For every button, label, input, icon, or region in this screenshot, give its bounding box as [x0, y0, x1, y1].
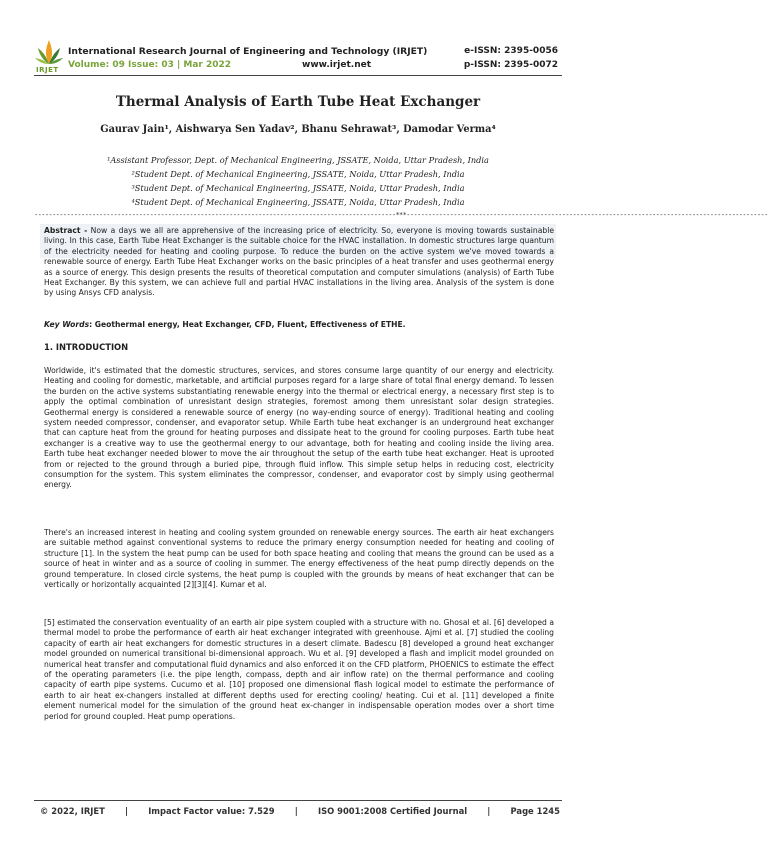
section-heading-introduction: 1. INTRODUCTION [44, 342, 129, 352]
footer-divider [34, 800, 562, 801]
keywords-text: : Geothermal energy, Heat Exchanger, CFD, Fluent, Effectiveness of ETHE. [89, 320, 406, 329]
page-footer [40, 806, 560, 816]
affiliation-4: ⁴Student Dept. of Mechanical Engineering, JSSATE, Noida, Uttar Pradesh, India [131, 197, 465, 207]
footer-sep-3: | [487, 806, 491, 816]
intro-paragraph-2: There's an increased interest in heating and cooling system grounded on renewable energy sources. The earth air heat exchangers are suitable method against conventional systems to reduce the primary energy consumption needed for heating and cooling of structure [1]. In the system the heat pump can be used for both space heating and cooling that means the ground can be used as a source of heat in winter and as a source of cooling in summer. The energy effectiveness of the heat pump directly depends on the ground temperature. In closed circle systems, the heat pump is coupled with the grounds by means of heat exchanger that can be vertically or horizontally acquainted [2][3][4]. Kumar et al. [44, 528, 554, 590]
footer-sep-2: | [294, 806, 298, 816]
pissn: p-ISSN: 2395-0072 [463, 60, 558, 70]
footer-sep-1: | [124, 806, 129, 816]
paper-title: Thermal Analysis of Earth Tube Heat Exchanger [115, 94, 481, 110]
abstract-label: Abstract - [44, 226, 88, 235]
journal-name: International Research Journal of Engineering and Technology (IRJET) [68, 46, 428, 57]
footer-page-number: Page 1245 [510, 806, 560, 816]
keywords-label: Key Words [44, 320, 90, 329]
intro-paragraph-1: Worldwide, it's estimated that the domestic structures, services, and stores consume large quantity of our energy and electricity. Heating and cooling for domestic, marketable, and artificial purposes regard for a large share of total final energy demand. To lessen the burden on the active systems substantiating renewable energy into the thermal or electrical energy, a necessary first step is to apply the optimal combination of unresistant design strategies, foremost among them unresistant solar design strategies. Geothermal energy is considered a renewable source of energy (no way-ending source of energy). Traditional heating and cooling system needed compressor, condenser, and evaporator setup. While Earth tube heat exchanger is an underground heat exchanger that can capture heat from the ground for heating purposes and dissipate heat to the ground for cooling purposes. Earth tube heat exchanger is a creative way to use the geothermal energy to our advantage, both for heating and cooling inside the living area. Earth tube heat exchanger needed blower to move the air throughout the setup of the earth tube heat exchanger. Heat is uprooted from or rejected to the ground through a buried pipe, through fluid inflow. This simple setup helps in reducing cost, electricity consumption for the system. This system eliminates the compressor, condenser, and evaporator cost by simply using geothermal energy. [44, 366, 554, 490]
header-divider [34, 75, 562, 76]
affiliation-1: ¹Assistant Professor, Dept. of Mechanical Engineering, JSSATE, Noida, Uttar Pradesh, India [107, 155, 489, 165]
abstract [44, 226, 554, 299]
footer-impact-factor: Impact Factor value: 7.529 [148, 806, 275, 816]
dash-right: ---------------------------------------------------------------------------------------------------- [406, 211, 768, 219]
intro-paragraph-3: [5] estimated the conservation eventuality of an earth air pipe system coupled with a structure with no. Ghosal et al. [6] developed a thermal model to probe the performance of earth air heat exchanger integrated with greenhouse. Ajmi et al. [7] studied the cooling capacity of earth air heat exchangers for domestic structures in a desert climate. Badescu [8] developed a ground heat exchanger model grounded on numerical transitional bi-dimensional approach. Wu et al. [9] developed a flash and implicit model grounded on numerical heat transfer and computational fluid dynamics and also enforced it on the CFD platform, PHOENICS to estimate the effect of the operating parameters (i.e. the pipe length, compass, depth and air inflow rate) on the thermal performance and cooling capacity of earth pipe systems. Cucumo et al. [10] proposed one dimensional flash logical model to estimate the performance of earth to air heat ex-changers installed at different depths used for erecting cooling/ heating. Cui et al. [11] developed a finite element numerical model for the simulation of the ground heat ex-changer in indispensable operation modes over a short time period for ground coupled. Heat pump operations. [44, 618, 554, 721]
keywords [44, 320, 554, 329]
logo-text: IRJET [36, 66, 59, 74]
eissn: e-ISSN: 2395-0056 [464, 46, 558, 56]
affiliation-2: ²Student Dept. of Mechanical Engineering, JSSATE, Noida, Uttar Pradesh, India [131, 169, 465, 179]
footer-iso: ISO 9001:2008 Certified Journal [317, 806, 468, 816]
dash-left: ---------------------------------------------------------------------------------------------------- [34, 211, 396, 219]
journal-website[interactable]: www.irjet.net [302, 60, 372, 70]
author-list: Gaurav Jain¹, Aishwarya Sen Yadav², Bhanu Sehrawat³, Damodar Verma⁴ [100, 124, 496, 135]
affiliation-3: ³Student Dept. of Mechanical Engineering, JSSATE, Noida, Uttar Pradesh, India [131, 183, 465, 193]
section-separator [34, 211, 768, 219]
abstract-text: Now a days we all are apprehensive of the increasing price of electricity. So, everyone is moving towards sustainable living. In this case, Earth Tube Heat Exchanger is the suitable choice for the HVAC installation. In domestic structures large quantum of the electricity needed for heating and cooling purpose. To reduce the burden on the active system we've moved towards a renewable source of energy. Earth Tube Heat Exchanger works on the basic principles of a heat transfer and uses geothermal energy as a source of energy. This design presents the results of theoretical computation and computer simulations (analysis) of Earth Tube Heat Exchanger. By this system, we can achieve full and partial HVAC installations in the living area. Analysis of the system is done by using Ansys CFD analysis. [44, 226, 554, 298]
footer-copyright: © 2022, IRJET [40, 806, 105, 816]
volume-issue: Volume: 09 Issue: 03 | Mar 2022 [68, 60, 232, 70]
journal-header [0, 0, 596, 80]
separator-stars: *** [395, 211, 407, 219]
